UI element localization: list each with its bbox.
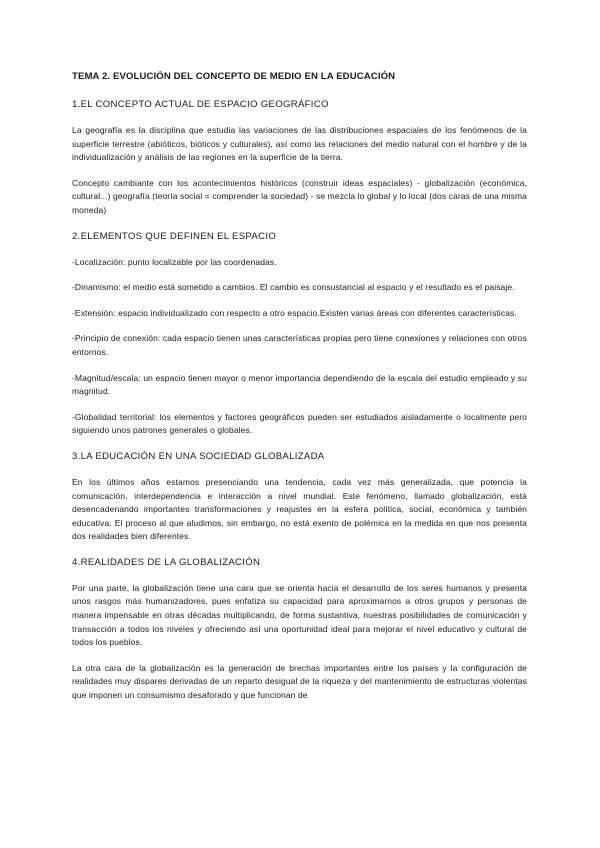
paragraph: Por una parte, la globalización tiene una cara que se orienta hacia el desarrollo de los seres humanos y presenta unos rasgos más humanizadores, pues enfatiza su capacidad para aproximarnos a otros grupos y personas de manera impensable en otras décadas multiplicando, de forma sustantiva, nuestras posibilidades de comunicación y transacción a todos los niveles y ofreciendo así una oportunidad ideal para mejorar el nivel educativo y cultural de todos los pueblos. [72, 582, 527, 648]
paragraph: -Dinamismo: el medio está sometido a cambios. El cambio es consustancial al espacio y el resultado es el paisaje. [72, 282, 515, 293]
paragraph: -Extensión: espacio individualizado con respecto a otro espacio.Existen varias áreas con diferentes características. [72, 307, 517, 318]
section-heading: 3.LA EDUCACIÓN EN UNA SOCIEDAD GLOBALIZADA [72, 450, 325, 462]
section-concepto-espacio [72, 98, 527, 218]
paragraph: La geografía es la disciplina que estudia las variaciones de las distribuciones espaciales de los fenómenos de la superficie terrestre (abióticos, bióticos y culturales), así como las relaciones del medio natural con el hombre y de la individualización y análisis de las regiones en la superficie de la tierra. [72, 125, 527, 163]
paragraph: En los últimos años estamos presenciando una tendencia, cada vez más generalizada, que potencia la comunicación, interdependencia e interacción a nivel mundial. Este fenómeno, llamado globalización, está desencadenando importantes transformaciones y reajustes en la esfera política, social, económica y también educativa. El proceso al que aludimos, sin embargo, no está exento de polémica en la medida en que nos presenta dos realidades bien diferentes. [72, 476, 527, 542]
document-title: TEMA 2. EVOLUCIÓN DEL CONCEPTO DE MEDIO EN LA EDUCACIÓN [72, 71, 396, 82]
paragraph: -Magnitud/escala: un espacio tienen mayor o menor importancia dependiendo de la escala del estudio empleado y su magnitud. [72, 372, 527, 397]
section-heading: 2.ELEMENTOS QUE DEFINEN EL ESPACIO [72, 230, 277, 242]
section-educacion-globalizada [72, 450, 527, 544]
paragraph: -Localización: punto localizable por las coordenadas. [72, 256, 277, 267]
section-heading: 1.EL CONCEPTO ACTUAL DE ESPACIO GEOGRÁFICO [72, 99, 329, 110]
section-elementos-espacio [72, 230, 527, 438]
section-realidades-globalizacion [72, 556, 527, 703]
paragraph: -Principio de conexión: cada espacio tienen unas características propias pero tiene conexiones y relaciones con otros entornos. [72, 333, 527, 357]
paragraph: La otra cara de la globalización es la generación de brechas importantes entre los países y la configuración de realidades muy dispares derivadas de un reparto desigual de la riqueza y del mantenimiento de estructuras violentas que imponen un consumismo desaforado y que funcionan de [72, 662, 527, 701]
paragraph: -Globalidad territorial: los elementos y factores geográficos pueden ser estudiados aisladamente o localmente pero siguiendo unos patrones generales o globales. [72, 411, 527, 436]
document-content [72, 70, 527, 715]
section-heading: 4.REALIDADES DE LA GLOBALIZACIÓN [72, 556, 261, 568]
paragraph: Concepto cambiante con los acontecimientos históricos (construir ideas espaciales) - globalización (económica, cultural...) geografía (teoría social = comprender la sociedad) - se mezcla lo global y lo local (dos caras de una misma moneda) [72, 177, 527, 215]
